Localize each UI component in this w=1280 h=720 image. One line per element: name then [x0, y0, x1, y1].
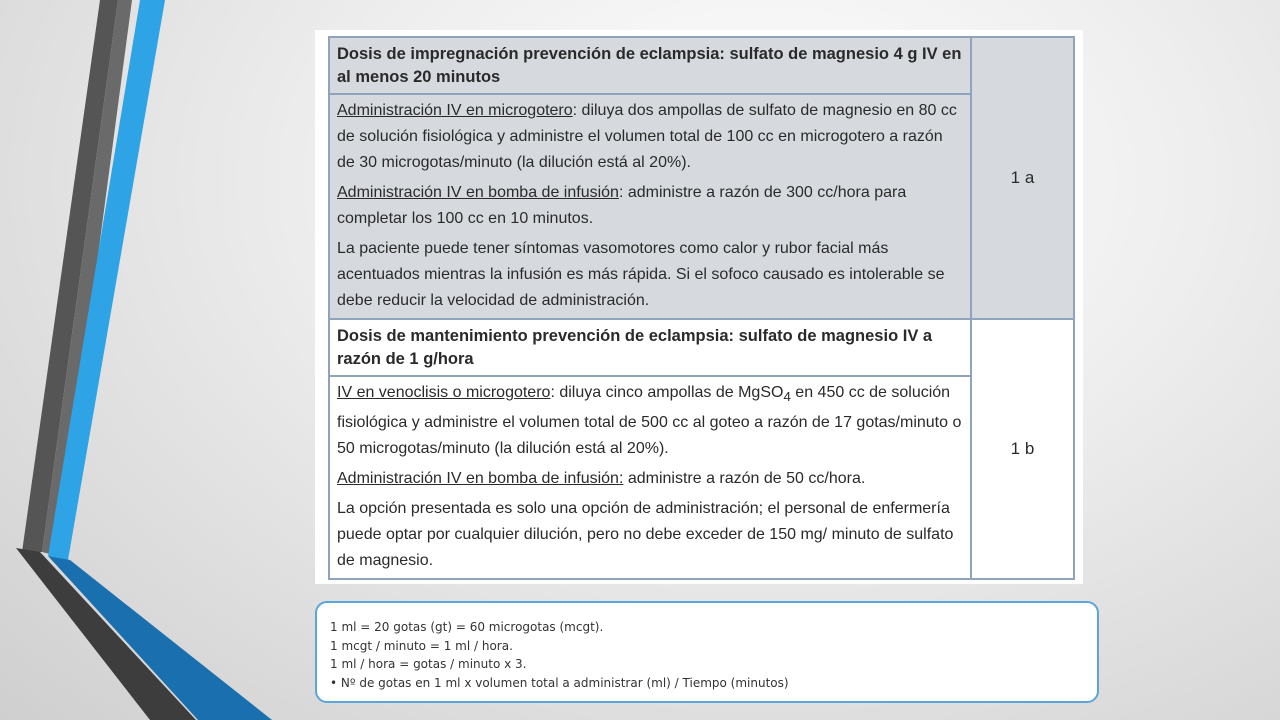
table-row: [329, 319, 1074, 376]
section2-label-bomba: Administración IV en bomba de infusión:: [337, 470, 624, 488]
section1-text-bomba: : administre a razón de 300 cc/hora para completar los 100 cc en 10 minutos.: [337, 184, 907, 227]
section1-paragraph-bomba: [337, 180, 964, 232]
section2-text-venoclisis-a: : diluya cinco ampollas de MgSO: [550, 384, 784, 401]
section2-heading: Dosis de mantenimiento prevención de eclampsia: sulfato de magnesio IV a razón de 1 g/hora: [329, 319, 971, 376]
section1-heading: Dosis de impregnación prevención de eclampsia: sulfato de magnesio 4 g IV en al menos 20 minutos: [329, 37, 971, 94]
dosing-table-image: [315, 30, 1083, 584]
table-row: [329, 376, 1074, 579]
section2-paragraph-note: La opción presentada es solo una opción de administración; el personal de enfermería puede optar por cualquier dilución, pero no debe exceder de 150 mg/ minuto de sulfato de magnesio.: [337, 500, 954, 570]
conversion-notes-box: [315, 601, 1099, 703]
section1-label-microgotero: Administración IV en microgotero: [337, 102, 573, 119]
dosing-table: [328, 36, 1075, 580]
table-row: [329, 94, 1074, 319]
section2-paragraph-venoclisis: [337, 380, 964, 462]
notes-line: 1 mcgt / minuto = 1 ml / hora.: [330, 638, 513, 653]
table-row: [329, 37, 1074, 94]
section2-paragraph-bomba: [337, 466, 964, 492]
section1-paragraph-note: La paciente puede tener síntomas vasomotores como calor y rubor facial más acentuados mientras la infusión es más rápida. Si el sofoco causado es intolerable se debe reducir la velocidad de administración.: [337, 240, 945, 309]
section2-subscript: 4: [783, 389, 791, 405]
notes-line: 1 ml = 20 gotas (gt) = 60 microgotas (mcgt).: [330, 620, 604, 634]
section2-text-bomba: administre a razón de 50 cc/hora.: [623, 470, 866, 488]
gray-stripe: [42, 0, 132, 556]
section2-body: [329, 376, 971, 579]
lower-dark-stripe: [16, 548, 196, 720]
notes-line: 1 ml / hora = gotas / minuto x 3.: [330, 657, 527, 671]
section2-grade: 1 b: [971, 319, 1074, 579]
section2-text-venoclisis-b: en 450 cc de solución fisiológica y administre el volumen total de 500 cc al goteo a razón de 17 gotas/minuto o 50 microgotas/minuto (la dilución está al 20%).: [337, 384, 962, 458]
section1-grade: 1 a: [971, 37, 1074, 319]
section1-text-microgotero: : diluya dos ampollas de sulfato de magnesio en 80 cc de solución fisiológica y administre el volumen total de 100 cc en microgotero a razón de 30 microgotas/minuto (la dilución está al 20%).: [337, 102, 957, 171]
notes-line: • Nº de gotas en 1 ml x volumen total a administrar (ml) / Tiempo (minutos): [330, 675, 789, 690]
section1-label-bomba: Administración IV en bomba de infusión: [337, 184, 619, 201]
section1-paragraph-microgotero: [337, 98, 964, 176]
section2-label-venoclisis: IV en venoclisis o microgotero: [337, 384, 551, 401]
section1-body: [329, 94, 971, 319]
